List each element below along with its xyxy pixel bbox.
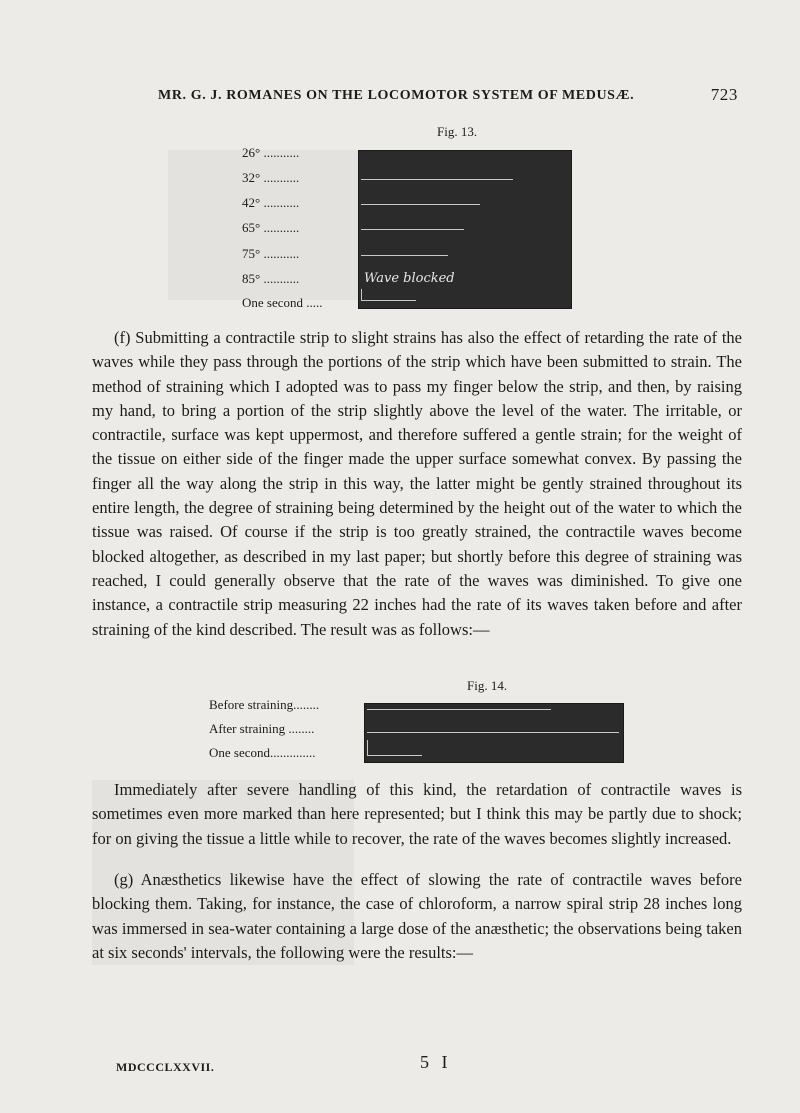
fig13-labels — [242, 145, 362, 315]
fig14-scale-bar — [367, 755, 422, 756]
fig13-trace-32 — [361, 179, 513, 180]
fig13-label-65: 65° ........... — [242, 220, 300, 235]
fig13-title: Fig. 13. — [437, 124, 478, 139]
fig14-title: Fig. 14. — [467, 678, 508, 693]
wave-blocked-label: Wave blocked — [364, 271, 455, 286]
fig13-label-26: 26° ........... — [242, 145, 300, 160]
paragraph-f — [92, 326, 742, 642]
fig14-trace-after — [367, 732, 619, 733]
fig13-label-75: 75° ........... — [242, 246, 300, 261]
fig13-trace-65 — [361, 229, 464, 230]
fig14-scale-tick — [367, 740, 368, 756]
fig14-trace-before — [367, 709, 551, 710]
paragraph-after-fig14 — [92, 778, 742, 851]
paragraph-f-text: (f) Submitting a contractile strip to slight strains has also the effect of retarding the rate of the waves while they pass through the portions of the strip which have been submitted to strain. The method of straining which I adopted was to pass my finger below the strip, and then, by raising my hand, to bring a portion of the strip slightly above the level of the water. The irritable, or contractile, surface was kept uppermost, and therefore suffered a gentle strain; for the weight of the tissue on either side of the finger made the upper surface somewhat convex. By passing the finger all the way along the strip in this way, the latter might be gently strained throughout its entire length, the degree of straining being determined by the height out of the water to which the tissue was raised. Of course if the strip is too greatly strained, the contractile waves become blocked altogether, as described in my last paper; but shortly before this degree of straining was reached, I could generally observe that the rate of the waves was diminished. To give one instance, a contractile strip measuring 22 inches had the rate of its waves taken before and after straining of the kind described. The result was as follows:— — [92, 328, 742, 639]
footer-signature: 5 I — [420, 1052, 452, 1072]
fig14-label-before: Before straining........ — [209, 697, 320, 712]
fig14-labels — [209, 697, 369, 767]
fig13-trace-42 — [361, 204, 480, 205]
fig13-diagram — [358, 150, 572, 309]
fig13-trace-75 — [361, 255, 448, 256]
fig13-label-32: 32° ........... — [242, 170, 300, 185]
paragraph-g — [92, 868, 742, 965]
fig13-scale-label: One second ..... — [242, 295, 323, 310]
paragraph-after-fig14-text: Immediately after severe handling of this kind, the retardation of contractile waves is sometimes even more marked than here represented; but I think this may be partly due to shock; for on giving the tissue a little while to recover, the rate of the waves becomes slightly increased. — [92, 780, 742, 848]
fig14-scale-label: One second.............. — [209, 745, 316, 760]
fig14-diagram — [364, 703, 624, 763]
fig13-label-42: 42° ........... — [242, 195, 300, 210]
paragraph-g-text: (g) Anæsthetics likewise have the effect of slowing the rate of contractile waves before blocking them. Taking, for instance, the case of chloroform, a narrow spiral strip 28 inches long was immersed in sea-water containing a large dose of the anæsthetic; the observations being taken at six seconds' intervals, the following were the results:— — [92, 870, 742, 962]
fig14-label-after: After straining ........ — [209, 721, 315, 736]
fig13-scale-bar — [361, 300, 416, 301]
page-number: 723 — [710, 85, 738, 104]
running-head-title: MR. G. J. ROMANES ON THE LOCOMOTOR SYSTEM OF MEDUSÆ. — [158, 88, 635, 103]
footer-year: MDCCCLXXVII. — [116, 1060, 215, 1074]
fig13-label-85: 85° ........... — [242, 271, 300, 286]
